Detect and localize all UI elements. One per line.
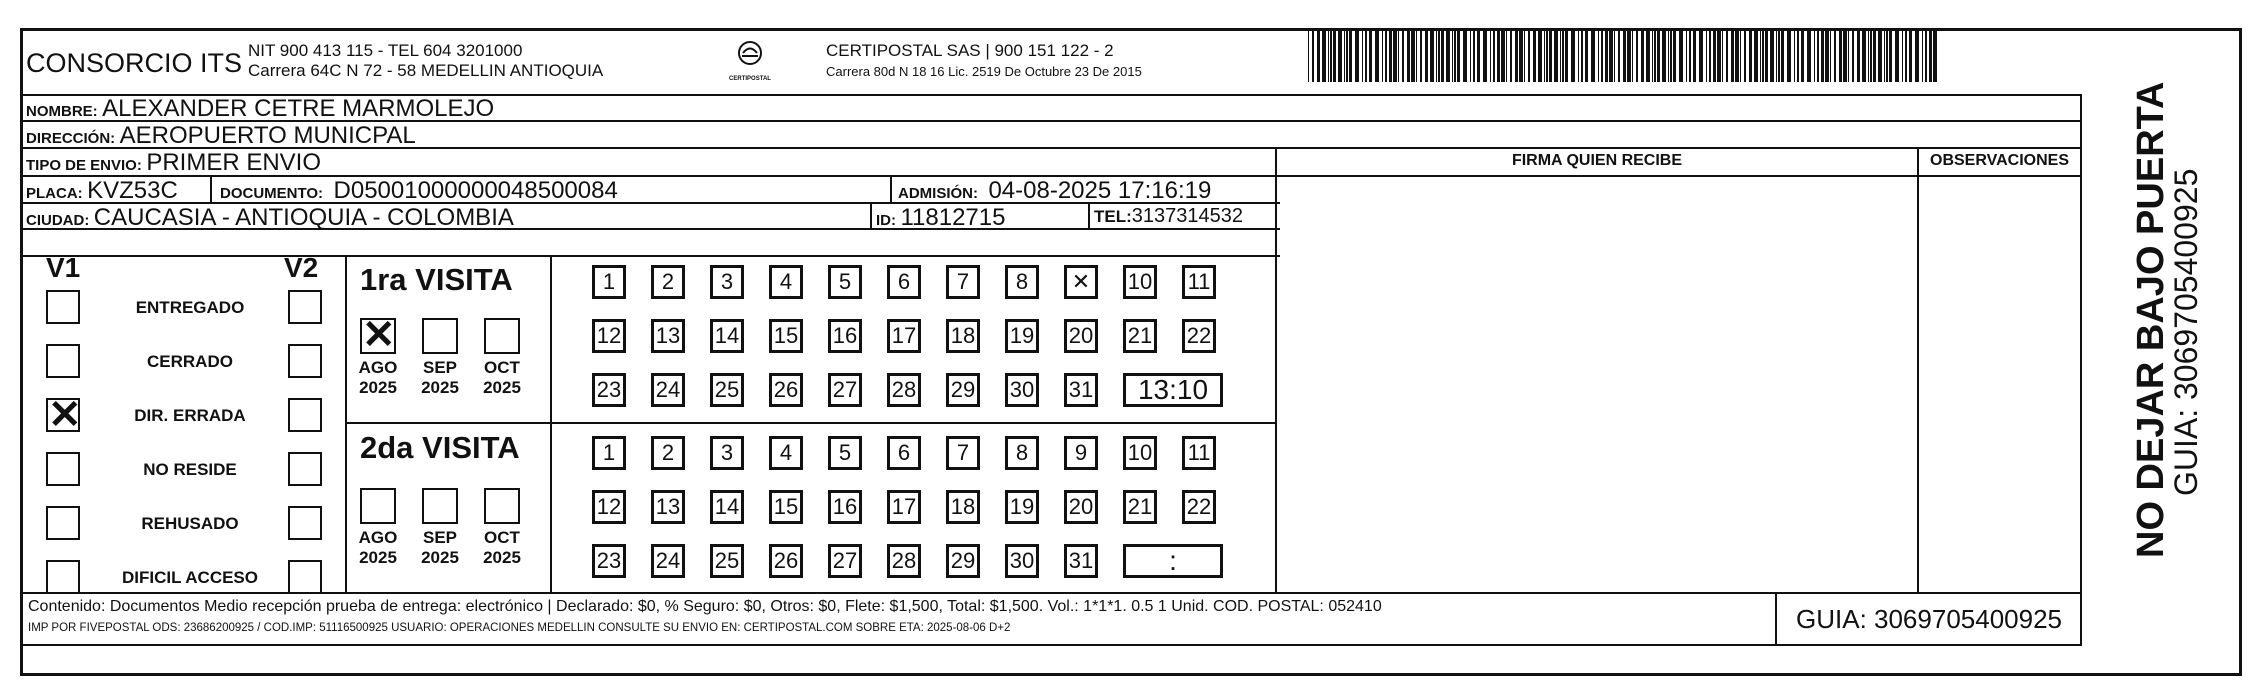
courier-address: Carrera 80d N 18 16 Lic. 2519 De Octubre 23 De 2015: [826, 64, 1142, 79]
send-type: PRIMER ENVIO: [146, 149, 322, 176]
barcode-bar: [1452, 30, 1453, 82]
barcode-bar: [1425, 30, 1428, 82]
barcode-bar: [1506, 30, 1507, 82]
barcode-bar: [1807, 30, 1811, 82]
day-box[interactable]: 14: [710, 319, 744, 353]
month-name: SEP: [422, 358, 458, 377]
barcode-bar: [1609, 30, 1613, 82]
barcode-bar: [1915, 30, 1919, 82]
barcode-bar: [1618, 30, 1620, 82]
address-label: DIRECCIÓN:: [26, 130, 116, 147]
name-row: [26, 95, 494, 123]
day-box[interactable]: 29: [946, 373, 980, 407]
day-box[interactable]: 16: [828, 490, 862, 524]
barcode-bar: [1868, 30, 1869, 82]
document-number: D05001000000048500084: [333, 177, 618, 204]
day-box[interactable]: 16: [828, 319, 862, 353]
barcode-bar: [1578, 30, 1579, 82]
send-type-label: TIPO DE ENVIO:: [26, 157, 142, 174]
city-row: [26, 204, 514, 232]
day-box[interactable]: 5: [828, 436, 862, 470]
admission-date: 04-08-2025 17:16:19: [988, 177, 1212, 204]
status-label: REHUSADO: [141, 514, 239, 533]
month-year: 2025: [359, 548, 397, 567]
barcode-bar: [1598, 30, 1599, 82]
plate-label: PLACA:: [26, 185, 83, 202]
day-box[interactable]: 31: [1064, 544, 1098, 578]
day-box[interactable]: 13: [651, 319, 685, 353]
day-box[interactable]: 27: [828, 544, 862, 578]
barcode-bar: [1814, 30, 1815, 82]
day-box[interactable]: 18: [946, 319, 980, 353]
barcode-bar: [1463, 30, 1467, 82]
barcode-bar: [1713, 30, 1716, 82]
barcode-bar: [1549, 30, 1552, 82]
month-checkbox[interactable]: ✕: [362, 313, 396, 357]
tel-row: [1094, 205, 1243, 228]
content-line: Contenido: Documentos Medio recepción prueba de entrega: electrónico | Declarado: $0, % Seguro: $0, Otros: $0, Flete: $1,500, Total: $1,500. Vol.: 1*1*1. 0.5 1 Unid. COD. POSTAL: 052410: [28, 598, 1382, 615]
time-box[interactable]: :: [1123, 544, 1223, 578]
barcode-bar: [1420, 30, 1422, 82]
barcode-bar: [1493, 30, 1495, 82]
barcode-bar: [1731, 30, 1734, 82]
barcode-bar: [1382, 30, 1383, 82]
barcode-bar: [1776, 30, 1777, 82]
company-name: CONSORCIO ITS: [26, 48, 243, 78]
day-box[interactable]: 21: [1123, 319, 1157, 353]
day-box[interactable]: 22: [1182, 490, 1216, 524]
barcode-bar: [1369, 30, 1372, 82]
status-label: ENTREGADO: [135, 298, 245, 317]
day-box[interactable]: 13: [651, 490, 685, 524]
barcode-bar: [1852, 30, 1854, 82]
day-box[interactable]: 11: [1182, 265, 1216, 299]
v2-checkbox[interactable]: [288, 344, 322, 378]
barcode-bar: [1821, 30, 1824, 82]
barcode-bar: [1662, 30, 1666, 82]
barcode-bar: [1679, 30, 1683, 82]
barcode-bar: [1884, 30, 1885, 82]
v1-checkbox[interactable]: ✕: [48, 393, 82, 437]
day-box[interactable]: 5: [828, 265, 862, 299]
barcode-bar: [1848, 30, 1849, 82]
barcode-bar: [1797, 30, 1799, 82]
barcode-bar: [1699, 30, 1703, 82]
day-box[interactable]: 30: [1005, 544, 1039, 578]
day-box[interactable]: 3: [710, 265, 744, 299]
barcode-bar: [1385, 30, 1387, 82]
barcode-bar: [1328, 30, 1329, 82]
courier-name: CERTIPOSTAL SAS | 900 151 122 - 2: [826, 41, 1114, 60]
barcode-bar: [1322, 30, 1326, 82]
name-label: NOMBRE:: [26, 103, 98, 120]
barcode-bar: [1554, 30, 1558, 82]
signature-header: FIRMA QUIEN RECIBE: [1511, 152, 1683, 169]
day-box[interactable]: 28: [887, 373, 921, 407]
barcode-bar: [1668, 30, 1669, 82]
admission-label: ADMISIÓN:: [898, 185, 978, 202]
day-box[interactable]: 4: [769, 265, 803, 299]
barcode-bar: [1744, 30, 1746, 82]
barcode-bar: [1726, 30, 1728, 82]
status-label: DIR. ERRADA: [134, 406, 246, 425]
barcode-bar: [1416, 30, 1417, 82]
barcode-bar: [1457, 30, 1460, 82]
barcode-bar: [1411, 30, 1415, 82]
barcode-bar: [1375, 30, 1379, 82]
barcode-bar: [1929, 30, 1932, 82]
day-box[interactable]: 8: [1005, 265, 1039, 299]
document-row: [220, 177, 618, 205]
barcode-bar: [1801, 30, 1804, 82]
logo-text: CERTIPOSTAL: [729, 76, 771, 82]
barcode-bar: [1430, 30, 1434, 82]
id-label: ID:: [876, 212, 896, 229]
barcode-bar: [1533, 30, 1536, 82]
barcode-bar: [1857, 30, 1860, 82]
day-box[interactable]: 22: [1182, 319, 1216, 353]
day-box[interactable]: 2: [651, 436, 685, 470]
day-box[interactable]: 27: [828, 373, 862, 407]
barcode-bar: [1778, 30, 1780, 82]
month-name: SEP: [422, 528, 458, 547]
barcode-bar: [1317, 30, 1320, 82]
barcode-bar: [1562, 30, 1564, 82]
barcode-bar: [1510, 30, 1512, 82]
v1-checkbox[interactable]: [46, 560, 80, 594]
status-label: CERRADO: [147, 352, 233, 371]
day-box[interactable]: 19: [1005, 490, 1039, 524]
v2-checkbox[interactable]: [288, 398, 322, 432]
day-box[interactable]: 26: [769, 373, 803, 407]
barcode-bar: [1544, 30, 1545, 82]
barcode-bar: [1614, 30, 1615, 82]
barcode-bar: [1524, 30, 1525, 82]
day-box[interactable]: 23: [592, 373, 626, 407]
barcode-bar: [1641, 30, 1644, 82]
side-guide: GUIA: 3069705400925: [2168, 168, 2204, 496]
side-warning: NO DEJAR BAJO PUERTA: [2130, 81, 2172, 558]
month-name: AGO: [358, 528, 398, 547]
barcode-bar: [1646, 30, 1650, 82]
barcode-bar: [1519, 30, 1523, 82]
barcode-bar: [1889, 30, 1892, 82]
day-box[interactable]: 17: [887, 490, 921, 524]
barcode-bar: [1483, 30, 1487, 82]
barcode-bar: [1330, 30, 1332, 82]
day-box[interactable]: 2: [651, 265, 685, 299]
barcode-bar: [1344, 30, 1345, 82]
day-box[interactable]: 25: [710, 373, 744, 407]
barcode-bar: [1740, 30, 1741, 82]
month-year: 2025: [483, 548, 521, 567]
day-box[interactable]: 24: [651, 544, 685, 578]
status-label: NO RESIDE: [143, 460, 237, 479]
month-year: 2025: [483, 378, 521, 397]
tel-number: 3137314532: [1131, 205, 1244, 227]
day-box[interactable]: 21: [1123, 490, 1157, 524]
day-box[interactable]: 3: [710, 436, 744, 470]
barcode-bar: [1787, 30, 1791, 82]
barcode-bar: [1627, 30, 1631, 82]
id-number: 11812715: [900, 204, 1006, 231]
barcode-bar: [1349, 30, 1352, 82]
v2-checkbox[interactable]: [288, 452, 322, 486]
day-box[interactable]: 25: [710, 544, 744, 578]
barcode-bar: [1438, 30, 1440, 82]
month-year: 2025: [359, 378, 397, 397]
barcode: [1308, 30, 1942, 82]
barcode-bar: [1909, 30, 1912, 82]
day-box[interactable]: 23: [592, 544, 626, 578]
visit2-title: 2da VISITA: [360, 430, 520, 465]
barcode-bar: [1591, 30, 1595, 82]
day-box[interactable]: 1: [592, 436, 626, 470]
day-box[interactable]: 8: [1005, 436, 1039, 470]
document-label: DOCUMENTO:: [220, 185, 324, 202]
barcode-bar: [1749, 30, 1752, 82]
day-box[interactable]: 14: [710, 490, 744, 524]
barcode-bar: [1333, 30, 1336, 82]
barcode-bar: [1735, 30, 1739, 82]
barcode-bar: [1538, 30, 1542, 82]
month-checkbox[interactable]: [422, 318, 458, 354]
barcode-bar: [1765, 30, 1768, 82]
barcode-bar: [1654, 30, 1656, 82]
barcode-bar: [1693, 30, 1696, 82]
barcode-bar: [1895, 30, 1899, 82]
day-box[interactable]: 6: [887, 436, 921, 470]
plate-row: [26, 177, 178, 205]
day-box[interactable]: 10: [1123, 265, 1157, 299]
barcode-bar: [1501, 30, 1505, 82]
city: CAUCASIA - ANTIOQUIA - COLOMBIA: [93, 204, 514, 231]
v1-checkbox[interactable]: [46, 452, 80, 486]
barcode-bar: [1760, 30, 1761, 82]
barcode-bar: [1902, 30, 1903, 82]
day-box[interactable]: 31: [1064, 373, 1098, 407]
observations-header: OBSERVACIONES: [1930, 152, 2069, 169]
barcode-bar: [1925, 30, 1927, 82]
day-box[interactable]: 11: [1182, 436, 1216, 470]
day-box[interactable]: 10: [1123, 436, 1157, 470]
day-box[interactable]: 24: [651, 373, 685, 407]
month-year: 2025: [421, 548, 459, 567]
day-box[interactable]: 29: [946, 544, 980, 578]
barcode-bar: [1717, 30, 1721, 82]
barcode-bar: [1706, 30, 1707, 82]
barcode-bar: [1878, 30, 1882, 82]
barcode-bar: [1365, 30, 1367, 82]
barcode-bar: [1686, 30, 1687, 82]
barcode-bar: [1470, 30, 1471, 82]
barcode-bar: [1722, 30, 1723, 82]
barcode-bar: [1794, 30, 1795, 82]
admission-row: [898, 177, 1211, 205]
barcode-bar: [1436, 30, 1437, 82]
barcode-bar: [1393, 30, 1397, 82]
time-box[interactable]: 13:10: [1123, 373, 1223, 407]
barcode-bar: [1560, 30, 1561, 82]
status-label: DIFICIL ACCESO: [121, 568, 258, 587]
barcode-bar: [1389, 30, 1392, 82]
barcode-bar: [1873, 30, 1876, 82]
barcode-bar: [1601, 30, 1603, 82]
barcode-bar: [1709, 30, 1711, 82]
v2-label: V2: [284, 252, 319, 283]
barcode-bar: [1346, 30, 1348, 82]
barcode-bar: [1446, 30, 1450, 82]
barcode-bar: [1407, 30, 1410, 82]
barcode-bar: [1905, 30, 1907, 82]
day-box[interactable]: 17: [887, 319, 921, 353]
barcode-bar: [1632, 30, 1633, 82]
barcode-bar: [1454, 30, 1456, 82]
month-checkbox[interactable]: [422, 488, 458, 524]
barcode-bar: [1515, 30, 1518, 82]
day-box[interactable]: ✕: [1064, 265, 1098, 299]
month-checkbox[interactable]: [360, 488, 396, 524]
barcode-bar: [1402, 30, 1404, 82]
v1-label: V1: [46, 252, 81, 283]
month-year: 2025: [421, 378, 459, 397]
barcode-bar: [1817, 30, 1819, 82]
barcode-bar: [1623, 30, 1626, 82]
barcode-bar: [1490, 30, 1491, 82]
barcode-bar: [1830, 30, 1831, 82]
barcode-bar: [1585, 30, 1588, 82]
day-box[interactable]: 30: [1005, 373, 1039, 407]
day-box[interactable]: 19: [1005, 319, 1039, 353]
month-name: AGO: [358, 358, 398, 377]
day-box[interactable]: 9: [1064, 436, 1098, 470]
barcode-bar: [1689, 30, 1691, 82]
address-row: [26, 122, 416, 150]
day-box[interactable]: 26: [769, 544, 803, 578]
plate: KVZ53C: [87, 177, 178, 204]
barcode-bar: [1652, 30, 1653, 82]
barcode-bar: [1886, 30, 1888, 82]
tel-label: TEL:: [1094, 207, 1132, 226]
month-name: OCT: [484, 358, 520, 377]
barcode-bar: [1657, 30, 1660, 82]
id-row: [876, 204, 1005, 232]
barcode-bar: [1546, 30, 1548, 82]
barcode-bar: [1843, 30, 1847, 82]
barcode-bar: [1312, 30, 1314, 82]
day-box[interactable]: 7: [946, 265, 980, 299]
barcode-bar: [1870, 30, 1872, 82]
v2-checkbox[interactable]: [288, 290, 322, 324]
certipostal-logo: [728, 40, 772, 84]
barcode-bar: [1477, 30, 1480, 82]
barcode-bar: [1308, 30, 1309, 82]
barcode-bar: [1770, 30, 1774, 82]
day-box[interactable]: 15: [769, 319, 803, 353]
barcode-bar: [1441, 30, 1444, 82]
print-line: IMP POR FIVEPOSTAL ODS: 23686200925 / COD.IMP: 51116500925 USUARIO: OPERACIONES MEDELLIN CONSULTE SU ENVIO EN: CERTIPOSTAL.COM SOBRE ETA: 2025-08-06 D+2: [28, 622, 1011, 634]
footer-guide: GUIA: 3069705400925: [1796, 604, 2062, 634]
visit1-title: 1ra VISITA: [360, 262, 513, 297]
day-box[interactable]: 18: [946, 490, 980, 524]
day-box[interactable]: 6: [887, 265, 921, 299]
v1-checkbox[interactable]: [46, 506, 80, 540]
v2-checkbox[interactable]: [288, 506, 322, 540]
day-box[interactable]: 20: [1064, 319, 1098, 353]
month-name: OCT: [484, 528, 520, 547]
v2-checkbox[interactable]: [288, 560, 322, 594]
day-box[interactable]: 15: [769, 490, 803, 524]
barcode-bar: [1839, 30, 1842, 82]
recipient-address: AEROPUERTO MUNICPAL: [119, 122, 416, 149]
day-box[interactable]: 1: [592, 265, 626, 299]
barcode-bar: [1762, 30, 1764, 82]
barcode-bar: [1862, 30, 1866, 82]
day-box[interactable]: 7: [946, 436, 980, 470]
company-nit-tel: NIT 900 413 115 - TEL 604 3201000: [248, 41, 523, 60]
v1-checkbox[interactable]: [46, 344, 80, 378]
barcode-bar: [1581, 30, 1583, 82]
day-box[interactable]: 28: [887, 544, 921, 578]
barcode-bar: [1834, 30, 1836, 82]
day-box[interactable]: 4: [769, 436, 803, 470]
barcode-bar: [1922, 30, 1923, 82]
barcode-bar: [1338, 30, 1342, 82]
barcode-bar: [1398, 30, 1399, 82]
barcode-bar: [1636, 30, 1638, 82]
day-box[interactable]: 12: [592, 490, 626, 524]
barcode-bar: [1825, 30, 1829, 82]
v1-checkbox[interactable]: [46, 290, 80, 324]
barcode-bar: [1355, 30, 1359, 82]
send-type-row: [26, 149, 321, 177]
barcode-bar: [1497, 30, 1500, 82]
day-box[interactable]: 20: [1064, 490, 1098, 524]
city-label: CIUDAD:: [26, 212, 90, 229]
barcode-bar: [1528, 30, 1530, 82]
month-checkbox[interactable]: [484, 488, 520, 524]
recipient-name: ALEXANDER CETRE MARMOLEJO: [102, 95, 495, 122]
month-checkbox[interactable]: [484, 318, 520, 354]
barcode-bar: [1362, 30, 1363, 82]
barcode-bar: [1754, 30, 1758, 82]
day-box[interactable]: 12: [592, 319, 626, 353]
barcode-bar: [1571, 30, 1575, 82]
barcode-bar: [1673, 30, 1676, 82]
company-address: Carrera 64C N 72 - 58 MEDELLIN ANTIOQUIA: [248, 61, 604, 80]
barcode-bar: [1933, 30, 1937, 82]
barcode-bar: [1605, 30, 1608, 82]
barcode-bar: [1781, 30, 1784, 82]
barcode-bar: [1473, 30, 1475, 82]
barcode-bar: [1565, 30, 1568, 82]
barcode-bar: [1670, 30, 1672, 82]
